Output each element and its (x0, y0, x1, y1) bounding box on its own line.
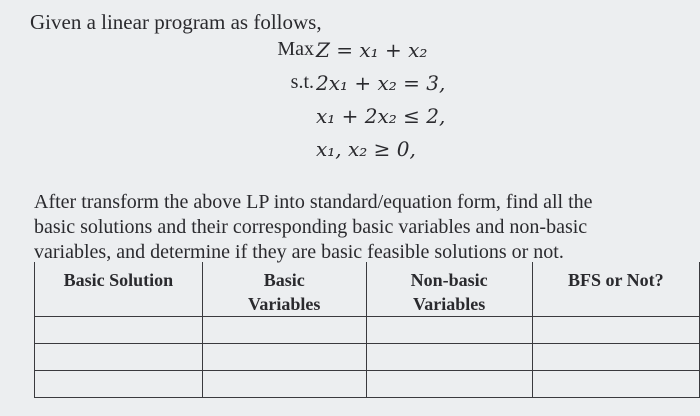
header-basic-solution: Basic Solution (35, 262, 203, 317)
table-cell[interactable] (366, 344, 532, 371)
constraint-2: x₁ + 2x₂ ≤ 2, (316, 104, 446, 128)
header-basic-variables: Basic Variables (202, 262, 366, 317)
intro-text: Given a linear program as follows, (30, 10, 322, 34)
table-cell[interactable] (202, 344, 366, 371)
question-line-2: basic solutions and their corresponding basic variables and non-basic (34, 216, 588, 238)
question-line-1: After transform the above LP into standard/equation form, find all the (34, 191, 593, 213)
table-cell[interactable] (35, 344, 203, 371)
table-row (35, 371, 700, 398)
table-cell[interactable] (35, 371, 203, 398)
table-row (35, 344, 700, 371)
constraint-label: s.t. (290, 71, 314, 93)
objective-label: Max (277, 38, 314, 60)
table-header-row (35, 262, 700, 317)
question-line-3: variables, and determine if they are basic feasible solutions or not. (34, 241, 564, 263)
table-cell[interactable] (532, 371, 699, 398)
table-cell[interactable] (202, 317, 366, 344)
table-cell[interactable] (35, 317, 203, 344)
header-bfs: BFS or Not? (532, 262, 699, 317)
table-cell[interactable] (202, 371, 366, 398)
table-row (35, 317, 700, 344)
table-cell[interactable] (366, 317, 532, 344)
table-cell[interactable] (532, 344, 699, 371)
table-cell[interactable] (532, 317, 699, 344)
constraint-nonnegativity: x₁, x₂ ≥ 0, (316, 137, 416, 161)
constraint-1: 2x₁ + x₂ = 3, (316, 71, 446, 95)
table-cell[interactable] (366, 371, 532, 398)
answer-table (34, 262, 700, 398)
question-paragraph (34, 190, 674, 265)
header-nonbasic-variables: Non-basic Variables (366, 262, 532, 317)
objective-function: Z = x₁ + x₂ (316, 38, 428, 62)
